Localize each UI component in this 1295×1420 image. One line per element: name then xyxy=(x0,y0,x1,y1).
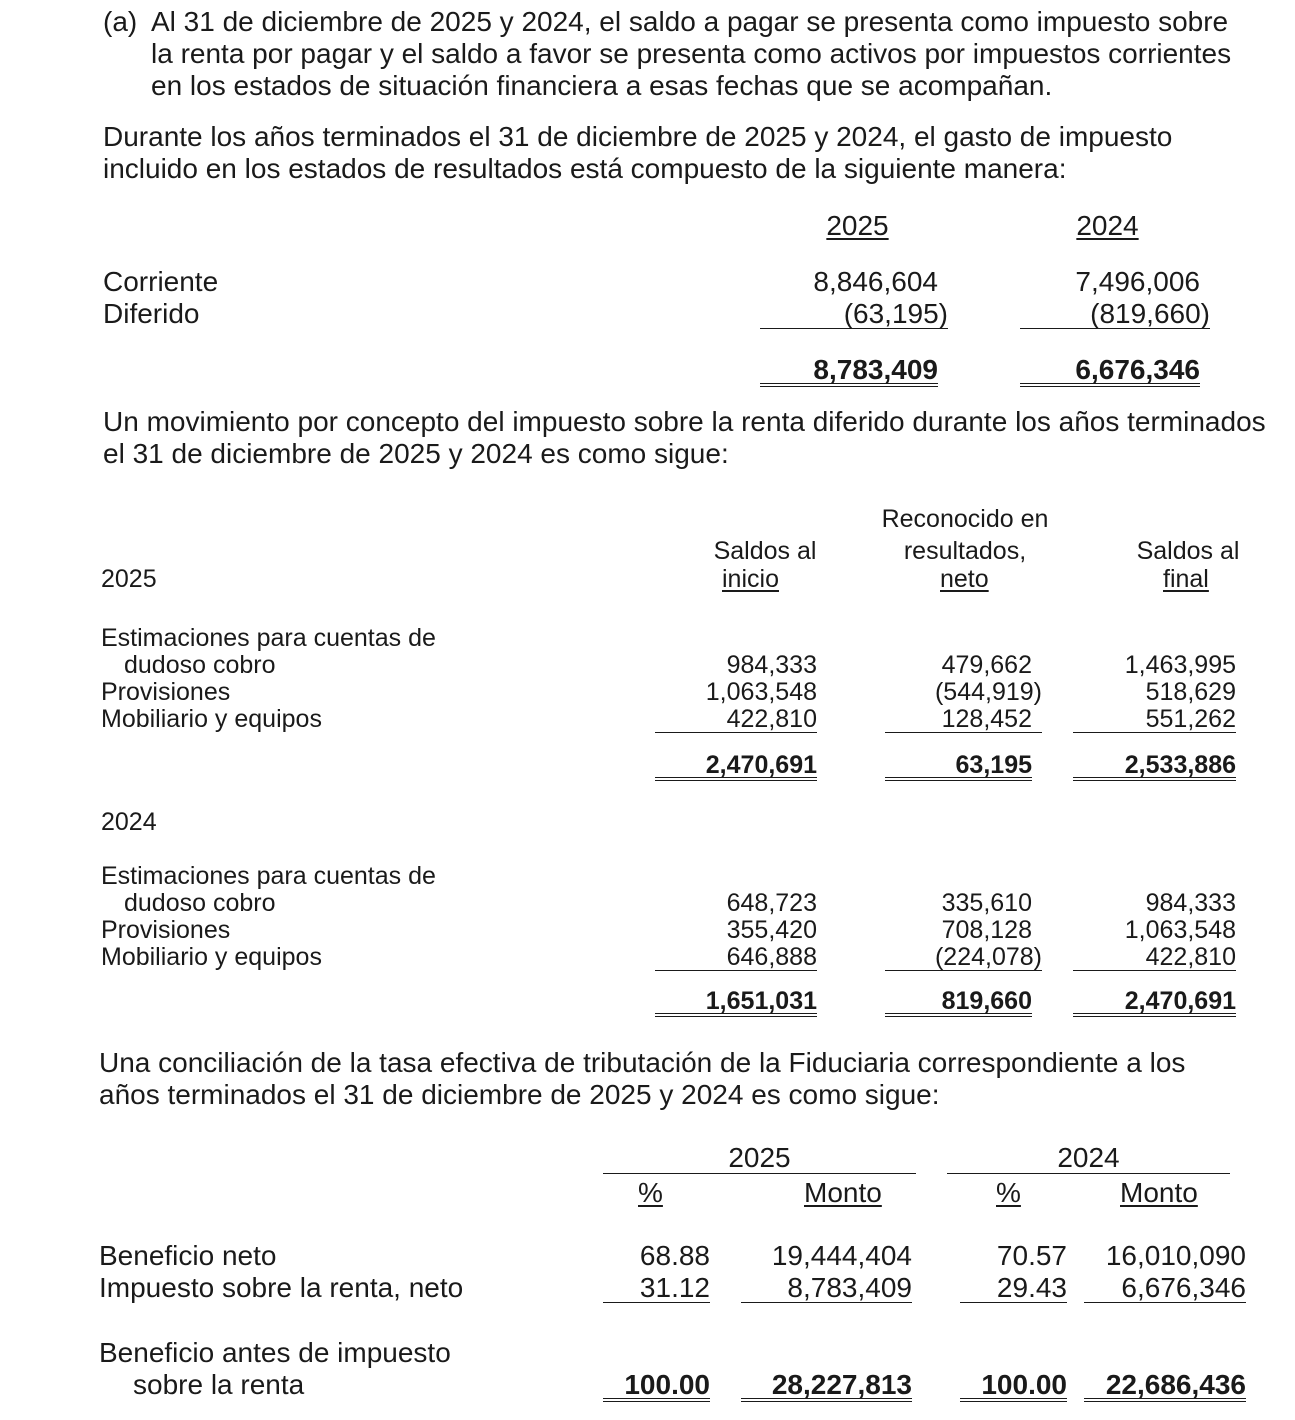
expense-total-rule xyxy=(760,386,938,387)
recon-subtotal-rule xyxy=(960,1302,1067,1303)
movement-header-col2-line1: Reconocido en xyxy=(881,505,1049,533)
movement-year-2025: 2025 xyxy=(101,565,157,593)
movement-row-label: dudoso cobro xyxy=(124,889,276,917)
note-a-line-3: en los estados de situación financiera a esas fechas que se acompañan. xyxy=(151,70,1053,101)
movement-year-2024: 2024 xyxy=(101,808,157,836)
para2-line-2: el 31 de diciembre de 2025 y 2024 es como sigue: xyxy=(103,438,729,469)
recon-total-cell: 100.00 xyxy=(981,1369,1067,1400)
movement-cell: 708,128 xyxy=(941,916,1032,944)
expense-cell: 8,846,604 xyxy=(813,266,938,297)
expense-total-rule xyxy=(760,383,938,384)
movement-total-rule xyxy=(885,780,1032,781)
recon-total-cell: 28,227,813 xyxy=(771,1369,912,1400)
movement-total: 2,470,691 xyxy=(1124,987,1236,1015)
movement-subtotal-rule xyxy=(885,970,1042,971)
recon-total-rule xyxy=(741,1398,912,1399)
movement-header-col2-bottom: neto xyxy=(940,565,989,593)
expense-total-rule xyxy=(1020,386,1200,387)
movement-row-label: dudoso cobro xyxy=(124,651,276,679)
movement-cell: 128,452 xyxy=(941,705,1032,733)
expense-total-rule xyxy=(1020,383,1200,384)
movement-cell: 335,610 xyxy=(941,889,1032,917)
expense-cell: (819,660) xyxy=(1090,298,1210,329)
movement-cell: 984,333 xyxy=(726,651,817,679)
recon-year-rule xyxy=(947,1173,1230,1174)
movement-cell: 422,810 xyxy=(726,705,817,733)
recon-total-rule xyxy=(603,1398,710,1399)
recon-cell: 68.88 xyxy=(639,1240,710,1271)
movement-cell: 518,629 xyxy=(1145,678,1236,706)
movement-cell: 422,810 xyxy=(1145,943,1236,971)
movement-total: 2,470,691 xyxy=(705,751,817,779)
movement-total: 2,533,886 xyxy=(1124,751,1236,779)
recon-total-rule xyxy=(960,1398,1067,1399)
recon-pct-header: % xyxy=(996,1177,1021,1208)
movement-total-rule xyxy=(885,1016,1032,1017)
recon-row-label: Impuesto sobre la renta, neto xyxy=(99,1272,464,1303)
recon-total-rule xyxy=(1084,1401,1246,1402)
movement-cell: 646,888 xyxy=(726,943,817,971)
note-a-marker: (a) xyxy=(103,6,138,37)
recon-cell: 6,676,346 xyxy=(1121,1272,1246,1303)
movement-total-rule xyxy=(655,1016,817,1017)
movement-total: 63,195 xyxy=(955,751,1032,779)
movement-row-label: Mobiliario y equipos xyxy=(101,705,322,733)
movement-row-label: Provisiones xyxy=(101,678,231,706)
expense-total-2024: 6,676,346 xyxy=(1075,354,1200,385)
movement-cell: 551,262 xyxy=(1145,705,1236,733)
movement-total-rule xyxy=(1073,777,1236,778)
movement-cell: 479,662 xyxy=(941,651,1032,679)
movement-cell: (224,078) xyxy=(934,943,1042,971)
recon-amount-header: Monto xyxy=(1120,1177,1198,1208)
movement-cell: 1,063,548 xyxy=(705,678,817,706)
movement-total-rule xyxy=(1073,1013,1236,1014)
recon-total-rule xyxy=(741,1401,912,1402)
movement-total-rule xyxy=(655,780,817,781)
expense-row-label: Corriente xyxy=(103,266,219,297)
recon-amount-header: Monto xyxy=(804,1177,882,1208)
note-a-line-1: Al 31 de diciembre de 2025 y 2024, el saldo a pagar se presenta como impuesto sobre xyxy=(151,6,1229,37)
movement-cell: (544,919) xyxy=(934,678,1042,706)
movement-cell: 355,420 xyxy=(726,916,817,944)
expense-subtotal-rule xyxy=(1020,328,1210,329)
recon-cell: 70.57 xyxy=(996,1240,1067,1271)
recon-cell: 8,783,409 xyxy=(787,1272,912,1303)
expense-cell: 7,496,006 xyxy=(1075,266,1200,297)
recon-total-rule xyxy=(960,1401,1067,1402)
recon-cell: 19,444,404 xyxy=(771,1240,912,1271)
para1-line-2: incluido en los estados de resultados está compuesto de la siguiente manera: xyxy=(103,153,1067,184)
expense-year-2025: 2025 xyxy=(826,210,889,241)
movement-header-col3-bottom: final xyxy=(1163,565,1209,593)
movement-row-label: Estimaciones para cuentas de xyxy=(101,624,436,652)
recon-year-rule xyxy=(603,1173,916,1174)
recon-total-cell: 22,686,436 xyxy=(1105,1369,1246,1400)
para3-line-1: Una conciliación de la tasa efectiva de tributación de la Fiduciaria correspondiente a los xyxy=(99,1047,1186,1078)
note-a-line-2: la renta por pagar y el saldo a favor se presenta como activos por impuestos corrientes xyxy=(151,38,1232,69)
movement-subtotal-rule xyxy=(885,732,1042,733)
expense-cell: (63,195) xyxy=(843,298,948,329)
movement-header-col2-line2: resultados, xyxy=(903,537,1027,565)
recon-subtotal-rule xyxy=(741,1302,912,1303)
movement-total-rule xyxy=(1073,1016,1236,1017)
recon-total-label-a: Beneficio antes de impuesto xyxy=(99,1337,451,1368)
movement-subtotal-rule xyxy=(655,732,817,733)
recon-cell: 29.43 xyxy=(996,1272,1067,1303)
para1-line-1: Durante los años terminados el 31 de diciembre de 2025 y 2024, el gasto de impuesto xyxy=(103,121,1173,152)
movement-cell: 1,063,548 xyxy=(1124,916,1236,944)
movement-cell: 984,333 xyxy=(1145,889,1236,917)
movement-total: 1,651,031 xyxy=(705,987,817,1015)
movement-header-col1-bottom: inicio xyxy=(722,565,779,593)
para2-line-1: Un movimiento por concepto del impuesto sobre la renta diferido durante los años terminados xyxy=(103,406,1266,437)
movement-cell: 648,723 xyxy=(726,889,817,917)
recon-total-label-b: sobre la renta xyxy=(133,1369,305,1400)
recon-total-rule xyxy=(1084,1398,1246,1399)
movement-cell: 1,463,995 xyxy=(1124,651,1236,679)
recon-row-label: Beneficio neto xyxy=(99,1240,277,1271)
expense-year-2024: 2024 xyxy=(1076,210,1139,241)
movement-total-rule xyxy=(885,777,1032,778)
recon-total-cell: 100.00 xyxy=(624,1369,710,1400)
expense-total-2025: 8,783,409 xyxy=(813,354,938,385)
recon-year-2024: 2024 xyxy=(1057,1142,1120,1173)
recon-cell: 31.12 xyxy=(639,1272,710,1303)
movement-row-label: Provisiones xyxy=(101,916,231,944)
movement-total-rule xyxy=(655,777,817,778)
movement-subtotal-rule xyxy=(655,970,817,971)
movement-subtotal-rule xyxy=(1073,732,1236,733)
movement-header-col1-top: Saldos al xyxy=(713,537,817,565)
recon-pct-header: % xyxy=(638,1177,663,1208)
recon-subtotal-rule xyxy=(1084,1302,1246,1303)
recon-year-2025: 2025 xyxy=(728,1142,791,1173)
recon-cell: 16,010,090 xyxy=(1105,1240,1246,1271)
movement-row-label: Estimaciones para cuentas de xyxy=(101,862,436,890)
expense-row-label: Diferido xyxy=(103,298,200,329)
movement-total-rule xyxy=(655,1013,817,1014)
movement-header-col3-top: Saldos al xyxy=(1136,537,1240,565)
movement-total-rule xyxy=(885,1013,1032,1014)
recon-subtotal-rule xyxy=(603,1302,710,1303)
para3-line-2: años terminados el 31 de diciembre de 2025 y 2024 es como sigue: xyxy=(99,1079,940,1110)
expense-subtotal-rule xyxy=(760,328,948,329)
movement-total: 819,660 xyxy=(941,987,1032,1015)
recon-total-rule xyxy=(603,1401,710,1402)
movement-total-rule xyxy=(1073,780,1236,781)
movement-subtotal-rule xyxy=(1073,970,1236,971)
movement-row-label: Mobiliario y equipos xyxy=(101,943,322,971)
